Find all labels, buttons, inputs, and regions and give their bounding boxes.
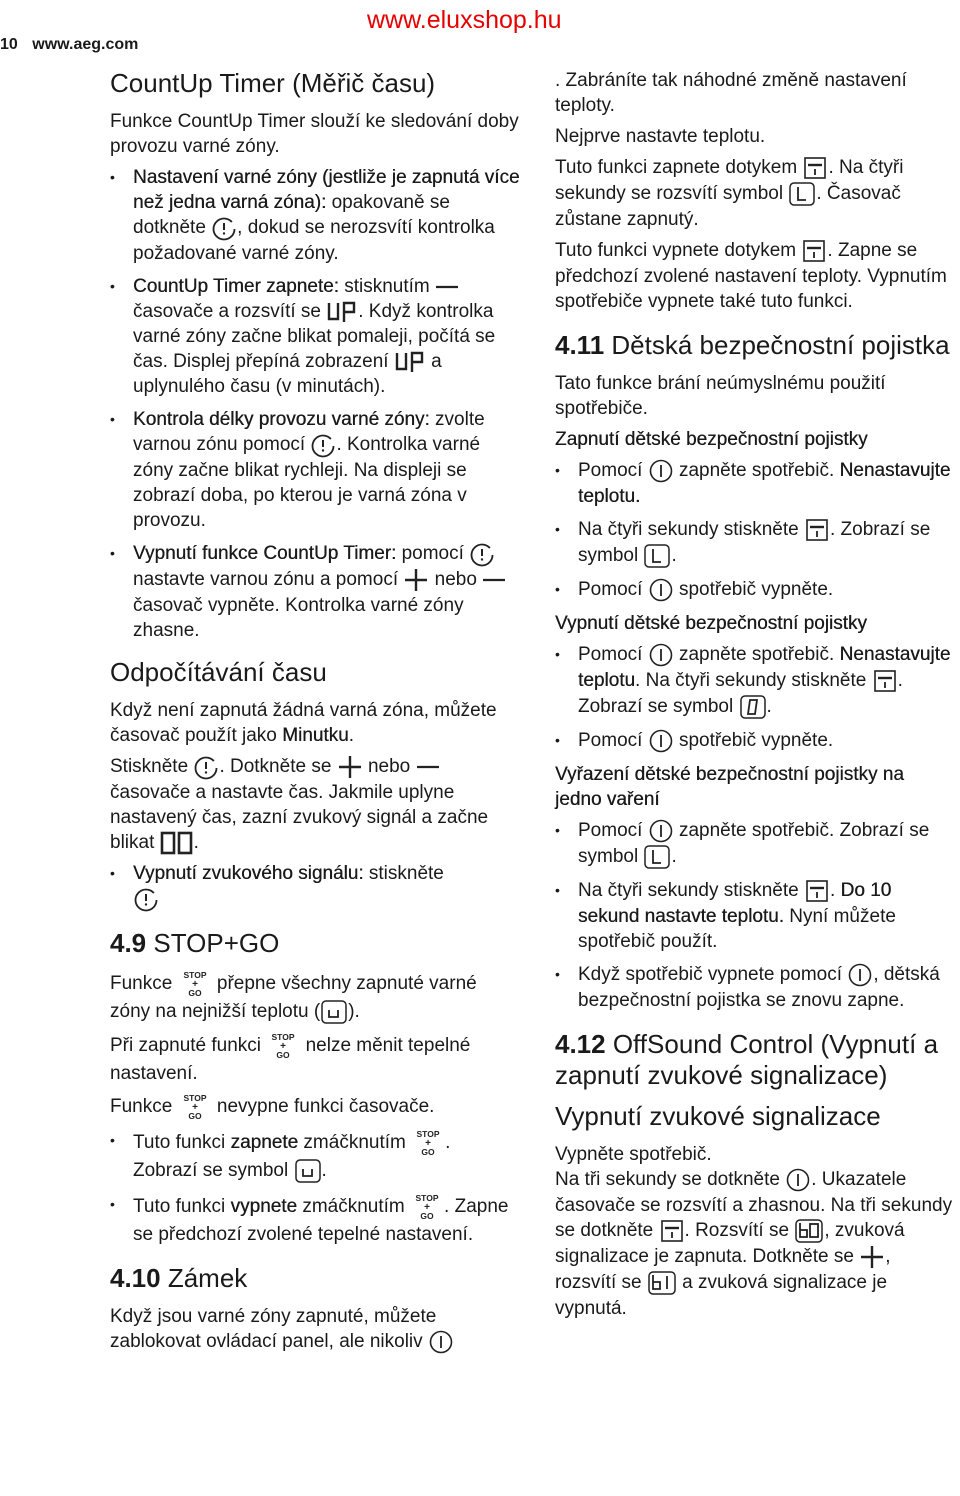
list-item (555, 878, 955, 954)
text: Tuto funkci vypnete dotykem (555, 240, 802, 262)
text: , rozsvítí se (555, 1246, 891, 1294)
text: . (766, 696, 772, 718)
bullet-title: Nastavení varné zóny (jestliže je zapnutá více než jedna varná zóna): (133, 167, 520, 213)
stop-go-icon (178, 1092, 212, 1122)
text: ). (348, 1001, 360, 1023)
timer-icon (469, 541, 495, 567)
child-lock-once-title: Vyřazení dětské bezpečnostní pojistky na jedno vaření (555, 764, 904, 810)
lock-icon (801, 238, 827, 264)
right-column (555, 68, 955, 1327)
text: Tuto funkci zapnete dotykem (555, 157, 803, 179)
list-item (555, 642, 955, 720)
stopgo-list (110, 1128, 520, 1247)
stop-go-plus-text: + (425, 1138, 432, 1149)
bullet-title: Vypnutí zvukového signálu: (133, 863, 364, 884)
text: . Rozsvítí se (684, 1220, 795, 1242)
text-bold: Minutku (282, 725, 349, 746)
lock-paragraph-1 (110, 1304, 520, 1355)
text: zapněte spotřebič. (673, 644, 840, 666)
text: . (348, 725, 354, 746)
text: Když spotřebič vypnete pomocí (578, 964, 848, 986)
text: Na čtyři sekundy stiskněte (578, 880, 804, 902)
section-number: 4.12 (555, 1029, 606, 1059)
power-icon (785, 1167, 811, 1193)
lock-icon (804, 517, 830, 543)
text: a zvuková signalizace je vypnutá. (555, 1272, 888, 1319)
text: Pomocí (578, 579, 648, 601)
text: spotřebič vypněte. (673, 730, 834, 752)
display-0-symbol (739, 694, 767, 720)
text: . Na čtyři sekundy stiskněte (635, 670, 872, 692)
list-item (555, 517, 955, 569)
timer-icon (193, 754, 219, 780)
text: pomocí (396, 543, 470, 565)
stop-go-plus-text: + (191, 979, 198, 990)
child-lock-off-list (555, 642, 955, 754)
minute-paragraph-1 (110, 698, 520, 748)
child-lock-off-title: Vypnutí dětské bezpečnostní pojistky (555, 613, 867, 634)
text: přepne všechny zapnuté varné zóny na nejnižší teplotu ( (110, 973, 477, 1023)
text: Nyní můžete spotřebič použít. (578, 906, 896, 952)
list-item (110, 1128, 520, 1184)
text: . Zobrazí se symbol (578, 670, 903, 718)
text: Na tři sekundy se dotkněte (555, 1169, 786, 1191)
plus-icon (403, 567, 429, 593)
minute-list (110, 861, 520, 912)
text: Na čtyři sekundy stiskněte (578, 519, 804, 541)
stop-go-plus-text: + (424, 1202, 430, 1213)
display-u-symbol (294, 1158, 322, 1184)
offsound-title (555, 1029, 955, 1091)
text: nevypne funkci časovače. (211, 1096, 435, 1118)
text: zapněte spotřebič. Zobrazí se symbol (578, 820, 930, 868)
section-number: 4.9 (110, 928, 147, 958)
stop-go-plus-text: + (191, 1102, 198, 1113)
text: , dokud se nerozsvítí kontrolka požadované varné zóny. (133, 217, 495, 264)
text: . (321, 1160, 327, 1182)
text: . (829, 880, 841, 902)
lock-paragraph-1-cont: . Zabráníte tak náhodné změně nastavení teploty. (555, 70, 907, 116)
stop-go-icon (266, 1031, 300, 1061)
power-icon (648, 577, 674, 603)
text: Pomocí (578, 460, 648, 482)
text: opakovaně se dotkněte (133, 192, 450, 239)
text: Při zapnuté funkci (110, 1035, 267, 1057)
text: Když jsou varné zóny zapnuté, můžete zablokovat ovládací panel, ale nikoliv (110, 1306, 437, 1353)
stop-go-icon (411, 1128, 445, 1158)
list-item (110, 165, 520, 266)
minute-minder-title: Odpočítávání času (110, 657, 327, 687)
display-L-symbol (643, 844, 671, 870)
list-item (555, 458, 955, 509)
text: Funkce (110, 1096, 178, 1118)
text: časovač vypněte. Kontrolka varné zóny zhasne. (133, 595, 464, 641)
text: . Kontrolka varné zóny začne blikat rychleji. Na displeji se zobrazí doba, po kterou je varná zóna v provozu. (133, 434, 481, 531)
watermark: www.eluxshop.hu (367, 6, 562, 34)
text: , dětská bezpečnostní pojistka se znovu zapne. (578, 964, 940, 1011)
lock-icon (659, 1218, 685, 1244)
site-url: www.aeg.com (32, 36, 139, 53)
left-column (110, 68, 520, 1361)
sound-off-paragraph-2 (555, 1167, 955, 1321)
power-icon (648, 642, 674, 668)
text: . Ukazatele časovače se rozsvítí a zhasnou. Na tři sekundy se dotkněte (555, 1169, 953, 1242)
bullet-title: Kontrola délky provozu varné zóny: (133, 409, 430, 430)
stop-go-go-text: GO (276, 1050, 290, 1060)
stopgo-paragraph-2 (110, 1031, 520, 1086)
countup-list (110, 165, 520, 643)
minute-paragraph-2 (110, 754, 520, 855)
stop-go-icon (178, 969, 212, 999)
plus-icon (337, 754, 363, 780)
text-bold: Nenastavujte teplotu. (578, 460, 951, 507)
list-item (110, 274, 520, 399)
stop-go-stop-text: STOP (415, 1193, 439, 1203)
page-header (0, 36, 138, 54)
stopgo-paragraph-1 (110, 969, 520, 1025)
text: . Když kontrolka varné zóny začne blikat pomaleji, počítá se čas. Displej přepíná zobrazení (133, 301, 496, 372)
stop-go-go-text: GO (421, 1147, 435, 1157)
text: zmáčknutím (297, 1196, 411, 1218)
countup-title: CountUp Timer (Měřič času) (110, 68, 436, 98)
bullet-title: Vypnutí funkce CountUp Timer: (133, 543, 397, 565)
stop-go-stop-text: STOP (271, 1032, 295, 1042)
text: . (671, 846, 677, 868)
stop-go-stop-text: STOP (416, 1129, 440, 1139)
text: Pomocí (578, 644, 648, 666)
display-b1-symbol (647, 1270, 677, 1296)
list-item (110, 1192, 520, 1247)
text: . Časovač zůstane zapnutý. (555, 183, 901, 230)
child-lock-on-list (555, 458, 955, 603)
text: . (193, 832, 199, 853)
child-lock-on-title: Zapnutí dětské bezpečnostní pojistky (555, 429, 868, 450)
countup-intro: Funkce CountUp Timer slouží ke sledování doby provozu varné zóny. (110, 111, 519, 157)
power-icon (428, 1329, 454, 1355)
lock-icon (872, 668, 898, 694)
text: Tuto funkci (133, 1196, 231, 1218)
display-b0-symbol (794, 1218, 824, 1244)
text: zapněte spotřebič. (673, 460, 840, 482)
stop-go-icon (410, 1192, 444, 1222)
text: . Zapne se předchozí zvolené tepelné nastavení. (133, 1196, 509, 1245)
text: nebo (362, 756, 416, 778)
text: stisknutím (338, 276, 436, 297)
list-item (555, 818, 955, 870)
display-L-symbol (643, 543, 671, 569)
text: Tuto funkci (133, 1132, 231, 1154)
section-number: 4.11 (555, 330, 605, 360)
power-icon (648, 818, 674, 844)
list-item (110, 861, 520, 912)
text: Když není zapnutá žádná varná zóna, můžete časovač použít jako (110, 700, 497, 746)
section-number: 4.10 (110, 1263, 161, 1293)
timer-icon (211, 215, 237, 241)
stopgo-paragraph-3 (110, 1092, 520, 1122)
display-up-symbol (394, 351, 426, 373)
stop-go-title (110, 928, 520, 959)
list-item (555, 728, 955, 754)
text: . Zapne se předchozí zvolené nastavení teploty. Vypnutím spotřebiče vypnete také tuto funkci. (555, 240, 947, 312)
stop-go-plus-text: + (280, 1041, 287, 1052)
stop-go-go-text: GO (420, 1211, 434, 1221)
stop-go-go-text: GO (187, 1111, 202, 1121)
lock-icon (802, 155, 828, 181)
power-icon (847, 962, 873, 988)
text: zvolte varnou zónu pomocí (133, 409, 485, 456)
text: Pomocí (578, 820, 648, 842)
text: . (671, 545, 677, 567)
text: Pomocí (578, 730, 648, 752)
power-icon (648, 728, 674, 754)
child-lock-once-list (555, 818, 955, 1013)
text: nebo (429, 569, 483, 591)
power-icon (648, 458, 674, 484)
lock-title (110, 1263, 520, 1294)
text: . Dotkněte se (219, 756, 337, 778)
lock-paragraph-3 (555, 155, 955, 232)
sound-off-paragraph-1: Vypněte spotřebič. (555, 1144, 712, 1165)
list-item (110, 407, 520, 533)
list-item (555, 962, 955, 1013)
text: . Na čtyři sekundy se rozsvítí symbol (555, 157, 904, 205)
page-number: 10 (0, 36, 18, 53)
section-name: OffSound Control (Vypnutí a zapnutí zvukové signalizace) (555, 1029, 939, 1090)
text: časovače a rozsvítí se (133, 301, 327, 322)
text: časovače a nastavte čas. Jakmile uplyne nastavený čas, zazní zvukový signál a začne blikat (110, 782, 489, 853)
list-item (110, 541, 520, 643)
text: . Zobrazí se symbol (578, 519, 931, 567)
minus-icon (435, 280, 459, 294)
stop-go-go-text: GO (187, 988, 202, 998)
text: , zvuková signalizace je zapnuta. Dotkněte se (555, 1220, 905, 1268)
lock-paragraph-2: Nejprve nastavte teplotu. (555, 126, 766, 147)
text-bold: zapnete (230, 1132, 299, 1154)
lock-icon (804, 878, 830, 904)
section-name: Zámek (160, 1263, 248, 1293)
text: stiskněte (363, 863, 444, 884)
text-bold: Do 10 sekund nastavte teplotu. (578, 880, 892, 927)
stop-go-stop-text: STOP (183, 970, 207, 980)
text-bold: Nenastavujte teplotu (578, 644, 951, 692)
minus-icon (416, 760, 440, 774)
minus-icon (482, 573, 506, 587)
text: . Zobrazí se symbol (133, 1132, 451, 1182)
text: Stiskněte (110, 756, 194, 778)
lock-paragraph-4 (555, 238, 955, 314)
bullet-title: CountUp Timer zapnete: (133, 276, 339, 297)
list-item (555, 577, 955, 603)
child-lock-intro: Tato funkce brání neúmyslnému použití spotřebiče. (555, 373, 886, 419)
timer-icon (310, 432, 336, 458)
display-L-symbol (788, 181, 816, 207)
display-up-symbol (326, 301, 358, 323)
text: a uplynulého času (v minutách). (133, 351, 442, 397)
section-name: STOP+GO (146, 928, 280, 958)
stop-go-stop-text: STOP (183, 1093, 207, 1103)
child-lock-title (555, 330, 955, 361)
display-u-symbol (320, 999, 348, 1025)
text-bold: vypnete (230, 1196, 298, 1218)
display-00-symbol (160, 831, 194, 855)
section-name: Dětská bezpečnostní pojistka (604, 330, 950, 360)
timer-icon (133, 886, 159, 912)
text: zmáčknutím (298, 1132, 412, 1154)
text: nastavte varnou zónu a pomocí (133, 569, 404, 591)
text: nelze měnit tepelné nastavení. (110, 1035, 471, 1084)
text: Funkce (110, 973, 178, 995)
sound-off-title: Vypnutí zvukové signalizace (555, 1101, 881, 1131)
text: spotřebič vypněte. (673, 579, 834, 601)
plus-icon (859, 1244, 885, 1270)
